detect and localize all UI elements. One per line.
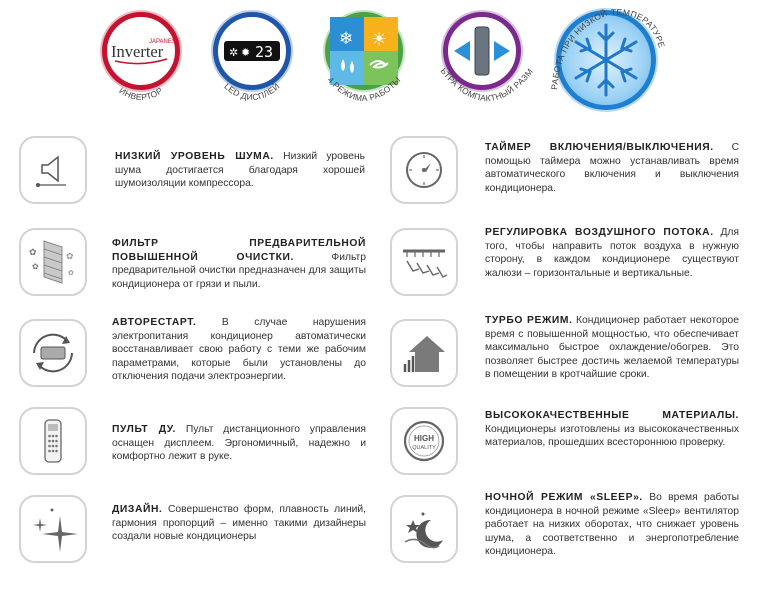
feature-description: Во время работы кондиционера в ночной режиме «Sleep» вентилятор работает на низких оборотах, что снижает уровень шума, а соответственно и энергопотребление кондиционера. [485, 492, 739, 558]
feature-title: НОЧНОЙ РЕЖИМ «SLEEP». [485, 492, 643, 503]
logo-japanese-text: JAPANESE [149, 39, 180, 45]
feature-description: Совершенство форм, плавность линий, гармония пропорций – именно такими дизайнеры создали новые кондиционеры [112, 504, 366, 543]
svg-text:☀: ☀ [371, 29, 388, 50]
logo-inverter-text: Inverter [111, 42, 164, 61]
badge-label [96, 60, 186, 130]
feature-description: В случае нарушения электропитания кондиционер автоматически восстанавливает свою работу с теми же рабочим параметрами, которые были установлены до отключения подачи электроэнергии. [112, 317, 366, 383]
feature-description: Пульт дистанционного управления оснащен дисплеем. Эргономичный, надежно и комфортно лежит в руке. [112, 424, 366, 463]
feature-description: Низкий уровень шума достигается благодаря хорошей шумоизоляции компрессора. [115, 151, 365, 190]
feature-description: Фильтр предварительной очистки предназначен для защиты кондиционера от грязи и пыли. [112, 251, 366, 290]
feature-title: НИЗКИЙ УРОВЕНЬ ШУМА. [115, 151, 274, 162]
feature-title: ТАЙМЕР ВКЛЮЧЕНИЯ/ВЫКЛЮЧЕНИЯ. [485, 142, 714, 153]
svg-text:ИНВЕРТОР: ИНВЕРТОР [117, 85, 165, 103]
svg-text:✿: ✿ [68, 269, 74, 277]
led-display-value: 23 [255, 43, 274, 61]
feature-title: ТУРБО РЕЖИМ. [485, 315, 573, 326]
feature-title: АВТОРЕСТАРТ. [112, 317, 197, 328]
high-quality-icon [390, 407, 458, 475]
svg-text:❄: ❄ [339, 29, 354, 49]
svg-text:✿: ✿ [66, 252, 74, 262]
badge-label [549, 6, 668, 130]
feature-title: ВЫСОКОКАЧЕСТВЕННЫЕ МАТЕРИАЛЫ. [485, 410, 739, 421]
quality-top-text: HIGH [414, 434, 434, 443]
svg-text:УЛЬТРА КОМПАКТНЫЙ РАЗМЕР: УЛЬТРА КОМПАКТНЫЙ РАЗМЕР [434, 52, 536, 104]
feature-title: ФИЛЬТР ПРЕДВАРИТЕЛЬНОЙ ПОВЫШЕННОЙ ОЧИСТКИ. [112, 238, 366, 263]
badge-label [319, 60, 409, 130]
feature-title: ДИЗАЙН. [112, 504, 163, 515]
timer-icon [390, 136, 458, 204]
airflow-icon [390, 228, 458, 296]
remote-control-icon [19, 407, 87, 475]
svg-text:✿: ✿ [32, 262, 39, 271]
badge-low-temperature [549, 6, 668, 130]
badge-led-display [207, 10, 297, 130]
feature-description: Кондиционеры изготовлены из высококачественных материалов, прошедших всестороннюю проверку. [485, 423, 739, 449]
speaker-icon [19, 136, 87, 204]
feature-description: С помощью таймера можно устанавливать время автоматического включения и выключения кондиционера. [485, 142, 739, 194]
feature-title: ПУЛЬТ ДУ. [112, 424, 176, 435]
svg-text:РАБОТА ПРИ НИЗКОЙ ТЕМПЕРАТУРЕ: РАБОТА ПРИ НИЗКОЙ ТЕМПЕРАТУРЕ [549, 6, 668, 91]
badge-four-modes [319, 10, 409, 130]
svg-text:✿: ✿ [29, 248, 37, 258]
badge-compact-size [434, 10, 536, 130]
svg-text:✹: ✹ [241, 46, 251, 59]
svg-text:LED ДИСПЛЕЙ: LED ДИСПЛЕЙ [222, 81, 282, 103]
autorestart-icon [19, 319, 87, 387]
badge-inverter [96, 10, 186, 130]
badge-label [207, 60, 297, 130]
feature-description: Для того, чтобы направить поток воздуха в нужную сторону, в каждом кондиционере существуют жалюзи – горизонтальные и вертикальные. [485, 227, 739, 279]
svg-text:✲: ✲ [229, 46, 239, 59]
svg-text:4 РЕЖИМА РАБОТЫ: 4 РЕЖИМА РАБОТЫ [325, 74, 403, 104]
feature-description: Кондиционер работает некоторое время с повышенной мощностью, что обеспечивает максимально быстрое охлаждение/обогрев. Это позволяет быстрее достичь желаемой температуры в помещении в кротчайшие сроки. [485, 315, 739, 381]
badge-label [431, 52, 536, 130]
turbo-icon [390, 319, 458, 387]
sleep-mode-icon [390, 495, 458, 563]
feature-title: РЕГУЛИРОВКА ВОЗДУШНОГО ПОТОКА. [485, 227, 714, 238]
sparkle-icon [19, 495, 87, 563]
quality-bottom-text: QUALITY [412, 445, 436, 451]
filter-icon [19, 228, 87, 296]
